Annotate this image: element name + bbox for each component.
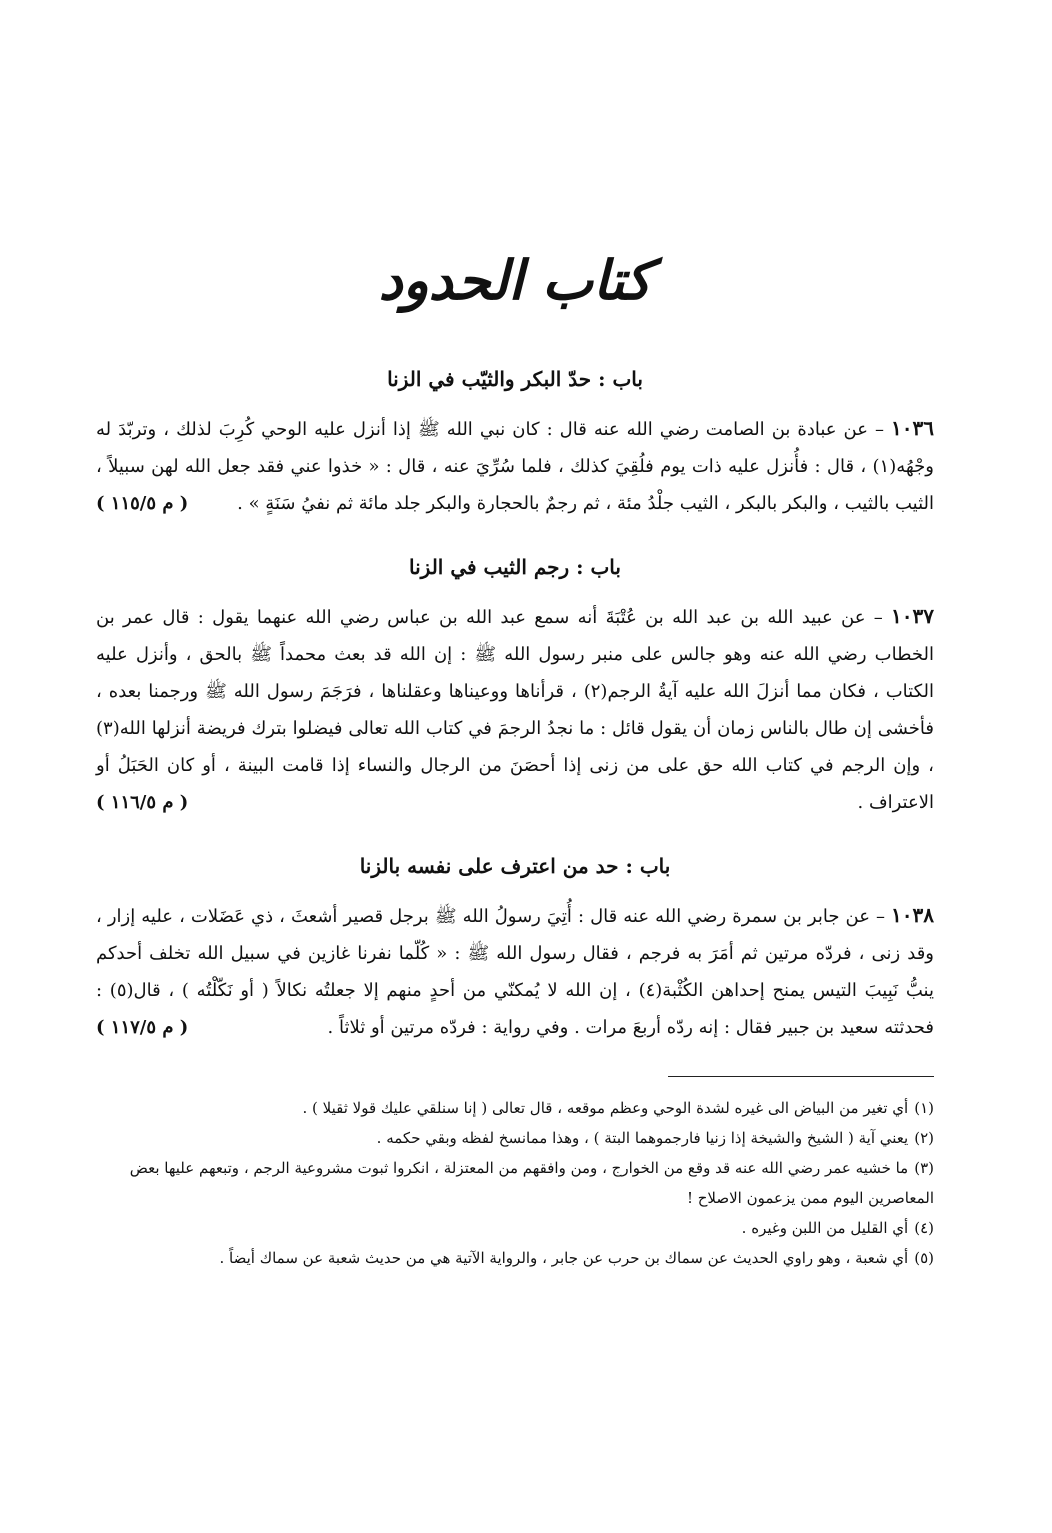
footnote-number: (١)	[914, 1099, 934, 1117]
hadith-reference: ( م ١١٦/٥ )	[96, 792, 189, 813]
footnote-number: (٣)	[914, 1159, 934, 1177]
book-title: كتاب الحدود	[378, 248, 652, 312]
hadith-body: – عن جابر بن سمرة رضي الله عنه قال : أُتِيَ رسولُ الله ﷺ برجل قصير أشعثَ ، ذي عَضَلات ، عليه إزار ، وقد زنى ، فردّه مرتين ثم أمَرَ به فرجم ، فقال رسول الله ﷺ : « كُلّما نفرنا غازين في سبيل الله تخلف أحدكم ينبُّ نَبِيبَ التيس يمنح إحداهن الكُثْبة(٤) ، إن الله لا يُمكنّي من أحدٍ منهم إلا جعلتُه نكالاً ( أو نَكّلْتُه ) ، قال(٥) : فحدثته سعيد بن جبير فقال : إنه ردّه أربعَ مرات . وفي رواية : فردّه مرتين أو ثلاثاً .	[96, 906, 934, 1038]
chapter-heading: باب : حدّ البكر والثيّب في الزنا	[387, 367, 643, 391]
hadith-body: – عن عبيد الله بن عبد الله بن عُتْبَةَ أنه سمع عبد الله بن عباس رضي الله عنهما يقول : قال عمر بن الخطاب رضي الله عنه وهو جالس على منبر رسول الله ﷺ : إن الله قد بعث محمداً ﷺ بالحق ، وأنزل عليه الكتاب ، فكان مما أنزلَ الله عليه آيةُ الرجم(٢) ، قرأناها ووعيناها وعقلناها ، فرَجَمَ رسول الله ﷺ ورجمنا بعده ، فأخشى إن طال بالناس زمان أن يقول قائل : ما نجدُ الرجمَ في كتاب الله تعالى فيضلوا بترك فريضة أنزلها الله(٣) ، وإن الرجم في كتاب الله حق على من زنى إذا أحصَنَ من الرجال والنساء إذا قامت البينة ، أو كان الحَبَلُ أو الاعتراف .	[96, 607, 935, 813]
chapter-1038	[96, 851, 934, 1046]
hadith-number: ١٠٣٦	[891, 416, 935, 440]
footnotes	[96, 1093, 934, 1273]
chapter-1037	[96, 552, 934, 821]
footnote-divider	[668, 1076, 934, 1077]
footnote-text: أي شعبة ، وهو راوي الحديث عن سماك بن حرب عن جابر ، والرواية الآتية هي من حديث شعبة عن سماك أيضاً .	[219, 1249, 909, 1267]
hadith-text	[96, 410, 934, 522]
footnote-text: أي تغير من البياض الى غيره لشدة الوحي وعظم موقعه ، قال تعالى ( إنا سنلقي عليك قولا ثقيلا ) .	[302, 1099, 909, 1117]
hadith-text	[96, 598, 934, 821]
hadith-body: – عن عبادة بن الصامت رضي الله عنه قال : كان نبي الله ﷺ إذا أنزل عليه الوحي كُرِبَ لذلك ، وتربّدَ له وجْهُه(١) ، قال : فأُنزل عليه ذات يوم فلُقِيَ كذلك ، فلما سُرِّيَ عنه ، قال : « خذوا عني فقد جعل الله لهن سبيلاً ، الثيب بالثيب ، والبكر بالبكر ، الثيب جلْدُ مئة ، ثم رجمٌ بالحجارة والبكر جلد مائة ثم نفيُ سَنَةٍ » .	[96, 419, 934, 514]
footnote-number: (٢)	[914, 1129, 934, 1147]
footnote-text: أي القليل من اللبن وغيره .	[741, 1219, 909, 1237]
footnote	[96, 1213, 934, 1243]
footnote-number: (٤)	[914, 1219, 934, 1237]
footnote	[96, 1153, 934, 1213]
footnote	[96, 1093, 934, 1123]
chapter-heading: باب : حد من اعترف على نفسه بالزنا	[359, 854, 671, 878]
footnote-text: ما خشيه عمر رضي الله عنه قد وقع من الخوارج ، ومن وافقهم من المعتزلة ، انكروا ثبوت مشروعية الرجم ، وتبعهم عليها بعض المعاصرين اليوم ممن يزعمون الاصلاح !	[129, 1159, 934, 1207]
hadith-number: ١٠٣٨	[891, 903, 934, 927]
footnote	[96, 1243, 934, 1273]
chapter-1036	[96, 364, 934, 522]
hadith-reference: ( م ١١٥/٥ )	[96, 493, 189, 514]
hadith-text	[96, 897, 934, 1046]
hadith-number: ١٠٣٧	[891, 604, 934, 628]
chapter-heading: باب : رجم الثيب في الزنا	[409, 555, 621, 579]
footnote-text: يعني آية ( الشيخ والشيخة إذا زنيا فارجموهما البتة ) ، وهذا ممانسخ لفظه وبقي حكمه .	[376, 1129, 909, 1147]
hadith-reference: ( م ١١٧/٥ )	[96, 1017, 189, 1038]
footnote	[96, 1123, 934, 1153]
footnote-number: (٥)	[914, 1249, 934, 1267]
